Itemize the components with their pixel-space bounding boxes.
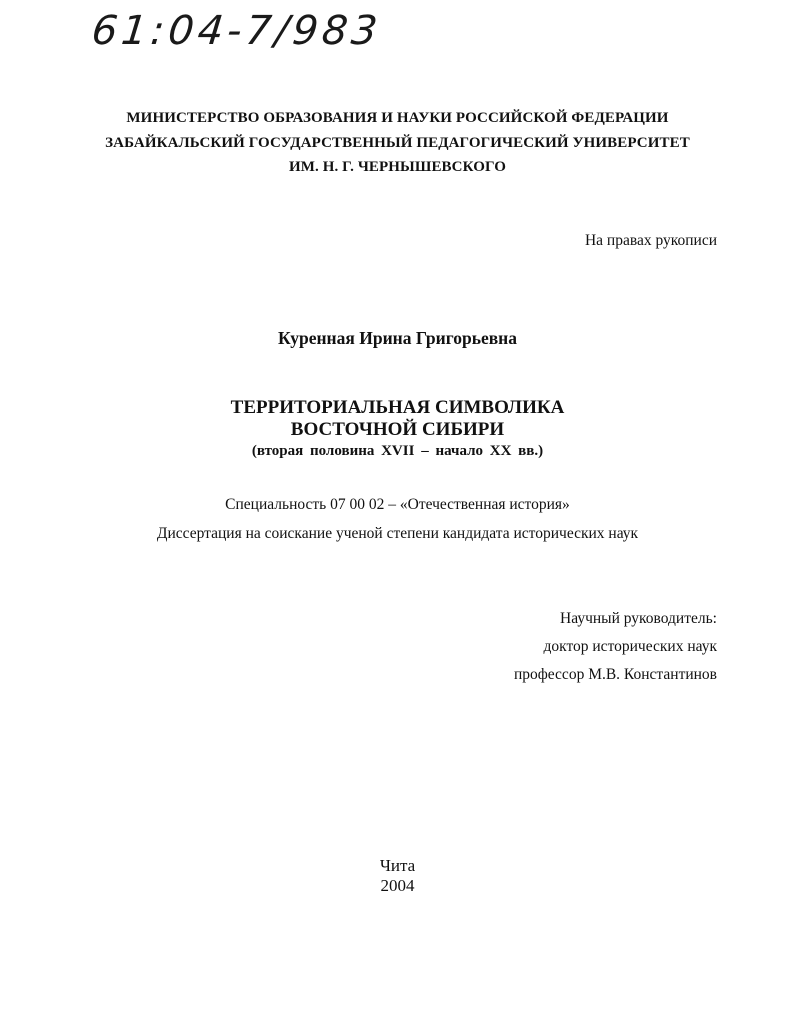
thesis-title-line-1: ТЕРРИТОРИАЛЬНАЯ СИМВОЛИКА <box>230 397 565 418</box>
specialty-line: Специальность 07 00 02 – «Отечественная история» <box>225 496 570 513</box>
thesis-title-line-2: ВОСТОЧНОЙ СИБИРИ <box>290 419 505 440</box>
supervisor-name: профессор М.В. Константинов <box>513 666 717 683</box>
manuscript-rights-note: На правах рукописи <box>584 232 717 249</box>
university-named-after: ИМ. Н. Г. ЧЕРНЫШЕВСКОГО <box>288 159 507 175</box>
archive-code-handwritten: 61:04-7/983 <box>89 8 384 54</box>
thesis-subtitle-period: (вторая половина XVII – начало XX вв.) <box>251 443 544 459</box>
publication-city: Чита <box>379 856 416 875</box>
university-heading: ЗАБАЙКАЛЬСКИЙ ГОСУДАРСТВЕННЫЙ ПЕДАГОГИЧЕСКИЙ УНИВЕРСИТЕТ <box>105 135 690 151</box>
author-name: Куренная Ирина Григорьевна <box>277 328 518 348</box>
supervisor-label: Научный руководитель: <box>560 610 717 627</box>
supervisor-degree: доктор исторических наук <box>543 638 717 655</box>
ministry-heading: МИНИСТЕРСТВО ОБРАЗОВАНИЯ И НАУКИ РОССИЙСКОЙ ФЕДЕРАЦИИ <box>126 110 669 126</box>
publication-year: 2004 <box>380 876 415 895</box>
dissertation-degree-line: Диссертация на соискание ученой степени кандидата исторических наук <box>156 525 639 542</box>
